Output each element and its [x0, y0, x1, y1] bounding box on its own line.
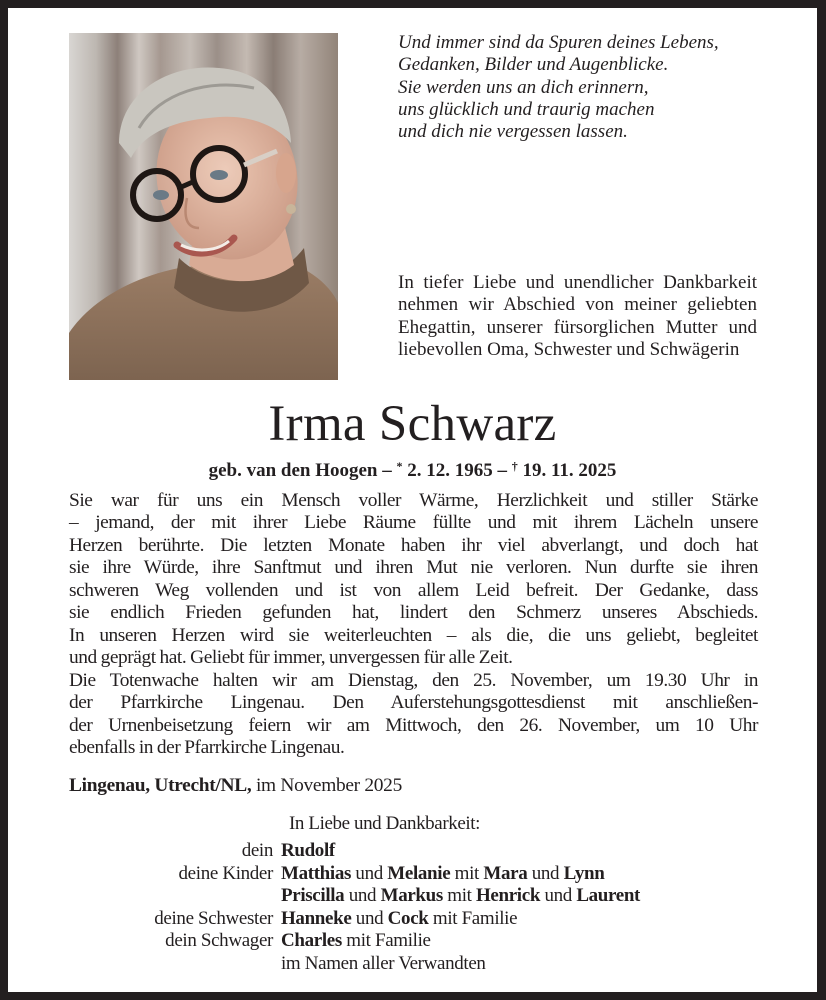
- body-line: Herzen berührte. Die letzten Monate haben ihr viel abverlangt, und doch hat: [69, 534, 758, 556]
- farewell-intro: In tiefer Liebe und unendlicher Dankbarkeit nehmen wir Abschied von meiner geliebten Ehegattin, unserer fürsorglichen Mutter und liebevollen Oma, Schwester und Schwägerin: [398, 272, 757, 361]
- body-line: In unseren Herzen wird sie weiterleuchten – als die, die uns geliebt, begleitet: [69, 624, 758, 646]
- relation-label: dein: [241, 840, 273, 861]
- body-line: – jemand, der mit ihrer Liebe Räume füllte und mit ihrem Lächeln unsere: [69, 512, 758, 534]
- deceased-name: Irma Schwarz: [268, 396, 557, 452]
- separator: –: [492, 460, 512, 481]
- relation-label: deine Kinder: [178, 862, 273, 884]
- mourner-names: [281, 840, 335, 863]
- location-date: [69, 775, 402, 797]
- death-symbol: †: [511, 459, 518, 473]
- location-places: Lingenau, Utrecht/NL,: [69, 775, 252, 796]
- mourner-row: [8, 840, 817, 863]
- mourner-name: Laurent: [576, 885, 641, 906]
- obituary-page: [8, 8, 817, 992]
- mourner-row: [8, 953, 817, 976]
- mourner-name: Markus: [380, 885, 443, 906]
- poem-line: Und immer sind da Spuren deines Lebens,: [398, 32, 719, 53]
- body-line: Sie war für uns ein Mensch voller Wärme, Herzlichkeit und stiller Stärke: [69, 490, 758, 511]
- mourner-name: Cock: [387, 907, 429, 929]
- mourner-names: im Namen aller Verwandten: [281, 952, 486, 974]
- portrait-image: [69, 33, 338, 380]
- mourner-row: [8, 908, 817, 931]
- mourner-name: Lynn: [563, 862, 605, 884]
- mourner-names: Matthias und Melanie mit Mara und Lynn: [281, 862, 605, 884]
- mourners-list: [8, 840, 817, 975]
- poem-line: Sie werden uns an dich erinnern,: [398, 76, 649, 98]
- death-date: 19. 11. 2025: [517, 460, 617, 481]
- thanks-heading: In Liebe und Dankbarkeit:: [289, 813, 481, 834]
- birth-name: geb. van den Hoogen: [208, 460, 378, 481]
- mourner-name: Priscilla: [281, 885, 345, 906]
- birth-symbol: *: [396, 459, 403, 473]
- mourner-names: Hanneke und Cock mit Familie: [281, 907, 518, 929]
- mourner-names: Priscilla und Markus mit Henrick und Laurent: [281, 885, 641, 906]
- poem: [398, 32, 778, 143]
- obituary-body: [69, 490, 758, 759]
- location-month: im November 2025: [251, 775, 402, 796]
- relation-label: [8, 885, 281, 908]
- body-line: Die Totenwache halten wir am Dienstag, den 25. November, um 19.30 Uhr in: [69, 669, 758, 691]
- body-line: sie endlich Frieden gefunden hat, lindert den Schmerz unseres Abschieds.: [69, 602, 758, 624]
- life-dates: [8, 455, 817, 482]
- relation-label: dein Schwager: [165, 930, 273, 951]
- poem-line: und dich nie vergessen lassen.: [398, 121, 628, 143]
- mourner-row: [8, 885, 817, 908]
- portrait-photo: [69, 33, 338, 380]
- relation-label: deine Schwester: [154, 907, 273, 929]
- body-line: schweren Weg vollenden und ist von allem Leid befreit. Der Gedanke, dass: [69, 579, 758, 601]
- birth-date: 2. 12. 1965: [402, 460, 493, 481]
- mourner-name: Charles: [281, 930, 342, 951]
- mourner-name: Matthias: [281, 862, 352, 884]
- body-line: der Pfarrkirche Lingenau. Den Auferstehungsgottesdienst mit anschließen-: [69, 692, 758, 714]
- body-line: sie ihre Würde, ihre Sanftmut und ihren Mut nie verloren. Nun durfte sie ihren: [69, 557, 758, 579]
- body-line: ebenfalls in der Pfarrkirche Lingenau.: [69, 736, 345, 758]
- mourner-names: Charles mit Familie: [281, 930, 431, 951]
- mourner-name: Hanneke: [281, 907, 352, 929]
- mourner-row: [8, 863, 817, 886]
- separator: –: [377, 460, 397, 481]
- mourner-name: Rudolf: [281, 840, 335, 861]
- body-line: der Urnenbeisetzung feiern wir am Mittwoch, den 26. November, um 10 Uhr: [69, 714, 758, 736]
- mourner-row: [8, 930, 817, 953]
- mourner-name: Henrick: [476, 885, 541, 906]
- poem-line: Gedanken, Bilder und Augenblicke.: [398, 54, 669, 76]
- mourner-name: Mara: [483, 862, 528, 884]
- poem-line: uns glücklich und traurig machen: [398, 98, 655, 120]
- mourner-name: Melanie: [387, 862, 451, 884]
- body-line: und geprägt hat. Geliebt für immer, unvergessen für alle Zeit.: [69, 647, 513, 669]
- relation-label: [8, 953, 281, 976]
